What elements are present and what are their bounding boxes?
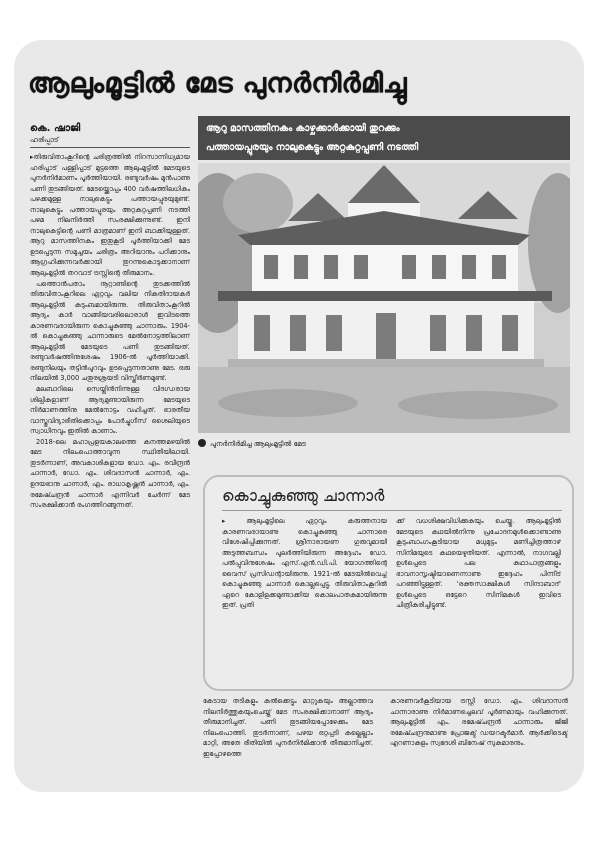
mansion-illustration <box>198 163 570 433</box>
article-paragraph: ▸തിരുവിതാംകൂറിന്റെ ചരിത്രത്തിൽ നിറസാന്നിധ്യമായ ഹരിപ്പാട് പള്ളിപ്പാട് മുട്ടത്തെ ആലുംമൂട്ടിൽ മേടയുടെ പുനർനിർമാണം പൂർത്തിയായി. രണ്ടുവർഷം മുൻപാണു പണി തുടങ്ങിയത്. മേടയ്ക്കൊപ്പം 400 വർഷത്തിലധികം പഴക്കമുള്ള നാലുകെട്ടും പത്തായപ്പുരയുമുണ്ട്. നാലുകെട്ടും പത്തായപ്പുരയും അറ്റകുറ്റപ്പണി നടത്തി പഴമ നിലനിർത്തി സംരക്ഷിക്കുന്നുണ്ട്. ഇനി നാലുകെട്ടിന്റെ പണി മാത്രമാണ് ഇനി ബാക്കിയുള്ളത്. ആറു മാസത്തിനകം ഇതുകൂടി പൂർത്തിയാക്കി മേട ഉടപ്പെടുന്ന സമുച്ചയം ചരിത്രം അറിയാനും പഠിക്കാനും ആഗ്രഹിക്കുന്നവർക്കായി തുറന്നുകൊടുക്കാനാണ് ആലുംമൂട്ടിൽ തറവാട് ട്രസ്റ്റിന്റെ തീരുമാനം. <box>30 153 190 278</box>
bullet-icon <box>198 439 206 447</box>
byline-name: കെ. ഷാജി <box>30 123 81 134</box>
byline-place: ഹരിപ്പാട് <box>30 136 59 144</box>
photo-caption <box>198 438 570 450</box>
building-photo <box>198 163 570 433</box>
sidebar-column-1: ▸ ആലുംമൂട്ടിലെ ഏറ്റവും കരുത്തനായ കാരണവരായാണു കൊച്ചുകുഞ്ഞു ചാന്നാരെ വിശേഷിപ്പിക്കുന്നത്. ശ്രീനാരായണ ഗുരുവുമായി അടുത്തബന്ധം പുലർത്തിയിരുന്ന അദ്ദേഹം ഡോ. പൽപ്പുവിനുശേഷം എസ്.എൻ.ഡി.പി. യോഗത്തിന്റെ വൈസ് പ്രസിഡന്റായിരുന്നു. 1921-ൽ മേടയിൽവെച്ച് കൊച്ചുകുഞ്ഞു ചാന്നാർ കൊല്ലപ്പെട്ടു. തിരുവിതാംകൂറിൽ ഏറെ കോളിളക്കമുണ്ടാക്കിയ കൊലപാതകമായിരുന്നു ഇത്. പ്രതി <box>222 517 387 610</box>
subheadline-line-1: ആറു മാസത്തിനകം കാഴ്ചക്കാർക്കായി തുറക്കും <box>206 123 400 134</box>
subheadline-box <box>198 116 570 160</box>
sidebar-column-2: ക്ക് വധശിക്ഷവിധിക്കുകയും ചെയ്തു. ആലുംമൂട്ടിൽ മേടയുടെ കഥയിൽനിന്നു പ്രചോദനമുൾക്കൊണ്ടാണു കൂടുംബാംഗംകൂടിയായ മധുമുട്ടം മണിച്ചിത്രത്താഴ് സിനിമയുടെ കഥയെഴുതിയത്. എന്നാൽ, നാഗവല്ലി ഉൾപ്പെടെ പല കഥാപാത്രങ്ങളും ഭാവനാസൃഷ്ടിയാണെന്നാണു ഇദ്ദേഹം പിന്നീട് പറഞ്ഞിട്ടുള്ളത്. 'രക്തസാക്ഷികൾ സിന്ദാബാദ്' ഉൾപ്പെടെ ഒട്ടേറെ സിനിമകൾ ഇവിടെ ചിത്രീകരിച്ചിട്ടുണ്ട്. <box>396 517 561 610</box>
bottom-middle-column: കേടായ തടികളും കൽക്കെട്ടും മാറ്റുകയും അല്ലാത്തവ നിലനിർത്തുകയുംചെയ്ത് മേട സംരക്ഷിക്കാനാണ് ആദ്യം തീരുമാനിച്ചത്. പണി തുടങ്ങിയപ്പോഴേക്കും മേട നിലംപൊത്തി. തുടർന്നാണ്, പഴയ ഒറ്റപ്പടി കല്ലെല്ലാം മാറ്റി, അതേ രീതിയിൽ പുനർനിർമിക്കാൻ തീരുമാനിച്ചത്. ഇപ്പോഴത്തെ <box>203 697 373 758</box>
article-paragraph: 2018-ലെ മഹാപ്രളയകാലത്തെ കനത്തമഴയിൽ മേട നിലംപൊത്താവുന്ന സ്ഥിതിയിലായി. തുടർന്നാണ്, അവകാശികളായ ഡോ. എം. രവീന്ദ്രൻ ചാന്നാർ, ഡോ. എം. ശിവദാസൻ ചാന്നാർ, എം. ഉദയഭാനു ചാന്നാർ, എം. രാധാകൃഷ്ണൻ ചാന്നാർ, എം. രമേഷ്ചന്ദ്രൻ ചാന്നാർ എന്നിവർ ചേർന്ന് മേട സംരക്ഷിക്കാൻ രംഗത്തിറങ്ങുന്നത്. <box>30 437 190 510</box>
bottom-right-column: കാരണവർകൂടിയായ ട്രസ്റ്റി ഡോ. എം. ശിവദാസൻ ചാന്നാരാണു നിർമാണച്ചെലവ് പൂർണമായും വഹിക്കുന്നത്. ആലുംമൂട്ടിൽ എം. രമേഷ്ചന്ദ്രൻ ചാന്നാരും ജിജി രമേഷ്ചന്ദ്രനുമാണു പ്രോജക്ട് ഡയറക്ടർമാർ. ആർക്കിടെക്ട് എറണാകുളം സ്വദേശി ബിനേഷ് സുകുമാരനും. <box>390 697 568 748</box>
article-paragraph: പത്തൊൻപതാം നൂറ്റാണ്ടിന്റെ തുടക്കത്തിൽ തിരുവിതാംകൂറിലെ ഏറ്റവും വലിയ നികുതിദായകർ ആലുംമൂട്ടിൽ കുടുംബമായിരുന്നു. തിരുവിതാംകൂറിൽ ആദ്യം കാർ വാങ്ങിയവരിലൊരാൾ ഇവിടത്തെ കാരണവരായിരുന്ന കൊച്ചുകുഞ്ഞു ചാന്നാരും. 1904-ൽ കൊച്ചുകുഞ്ഞു ചാന്നാരുടെ മേൽനോട്ടത്തിലാണ് ആലുംമൂട്ടിൽ മേടയുടെ പണി തുടങ്ങിയത്. രണ്ടുവർഷത്തിനുശേഷം 1906-ൽ പൂർത്തിയാക്കി. രണ്ടുനിലയും തട്ടിൻപുറവും ഉടപ്പെടുന്നതാണു മേട. ഒരു നിലയിൽ 3,000 ചതുരശ്രയടി വിസ്തീർണമുണ്ട്. <box>30 279 190 383</box>
subheadline-line-2: പത്തായപ്പുരയും നാലുകെട്ടും അറ്റകുറ്റപ്പണി നടത്തി <box>206 142 419 153</box>
byline <box>30 122 190 145</box>
headline: ആലുംമൂട്ടിൽ മേട പുനർനിർമിച്ചു <box>28 68 407 99</box>
byline-divider <box>30 147 190 148</box>
article-paragraph: മലബാറിലെ സെയ്ലിൻനിന്നുള്ള വിദഗ്ധരായ ശില്പികളാണ് ആദ്യമുണ്ടായിരുന്ന മേടയുടെ നിർമാണത്തിനു മേൽനോട്ടം വഹിച്ചത്. ഭാരതീയ വാസ്തുവിദ്യാരീതിക്കൊപ്പം പോർച്ചുഗീസ് ശൈലിയുടെ സ്വാധീനവും ഇതിൽ കാണാം. <box>30 385 190 436</box>
sidebar-title: കൊച്ചുകുഞ്ഞു ചാന്നാർ <box>222 486 385 505</box>
photo-caption-text: പുനർനിർമിച്ച ആലുംമൂട്ടിൽ മേട <box>210 440 306 448</box>
left-article-column <box>30 152 190 792</box>
sidebar-divider <box>222 510 562 511</box>
